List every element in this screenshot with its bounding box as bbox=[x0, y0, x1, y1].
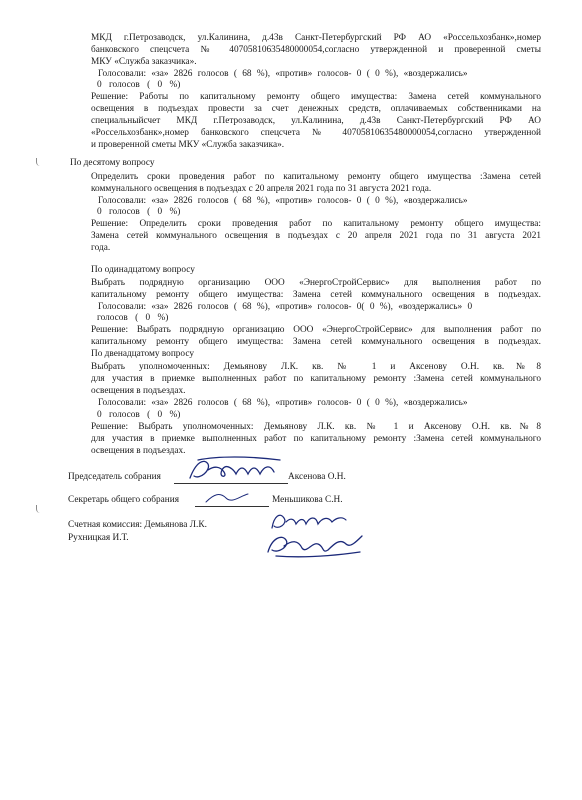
decision-line: Решение: Выбрать уполномоченных: Демьянову Л.К. кв. № 1 и Аксенову О.Н. кв.№8 bbox=[91, 422, 541, 432]
secretary-label: Секретарь общего собрания bbox=[68, 495, 179, 505]
punch-hole-mark bbox=[36, 158, 42, 166]
section-heading: По десятому вопросу bbox=[70, 158, 155, 168]
commission-label: Счетная комиссия: Демьянова Л.К. bbox=[68, 520, 207, 530]
vote-line: 0 голосов ( 0 %) bbox=[97, 207, 181, 217]
decision-line: «Россельхозбанк»,номер банковского спецсчета № 40705810635480000054,согласно утвержденной bbox=[91, 128, 541, 138]
vote-line: 0 голосов ( 0 %) bbox=[97, 80, 181, 90]
decision-line: освещения в подъездах. bbox=[91, 446, 186, 456]
vote-line: 0 голосов ( 0 %) bbox=[97, 410, 181, 420]
punch-hole-mark bbox=[36, 505, 42, 513]
chair-name: Аксенова О.Н. bbox=[288, 472, 346, 482]
paragraph-line: банковского спецсчета № 40705810635480000054,согласно утвержденной и проверенной сметы bbox=[91, 45, 541, 55]
decision-line: Решение: Определить сроки проведения работ по капитальному ремонту общего имущества: bbox=[91, 219, 541, 229]
paragraph-line: Выбрать уполномоченных: Демьянову Л.К. кв. № 1 и Аксенову О.Н. кв.№8 bbox=[91, 362, 541, 372]
paragraph-line: Определить сроки проведения работ по капитальному ремонту общего имущества :Замена сетей bbox=[91, 172, 541, 182]
vote-line: Голосовали: «за» 2826 голосов ( 68 %), «против» голосов- 0 ( 0 %), «воздержались» bbox=[98, 196, 468, 206]
paragraph-line: Выбрать подрядную организацию ООО «ЭнергоСтройСервис» для выполнения работ по bbox=[91, 278, 541, 288]
commission-signature-2 bbox=[262, 528, 372, 562]
chair-signature bbox=[178, 452, 288, 488]
section-heading: По двенадцатому вопросу bbox=[91, 349, 194, 359]
vote-line: Голосовали: «за» 2826 голосов ( 68 %), «против» голосов- 0( 0 %), «воздержались» 0 bbox=[98, 302, 473, 312]
decision-line: и проверенной сметы МКУ «Служба заказчика». bbox=[91, 140, 285, 150]
decision-line: года. bbox=[91, 243, 111, 253]
secretary-name: Меньшикова С.Н. bbox=[272, 495, 343, 505]
paragraph-line: МКД г.Петрозаводск, ул.Калинина, д.43в Санкт-Петербургский РФ АО «Россельхозбанк»,номер bbox=[91, 33, 541, 43]
secretary-signature bbox=[200, 486, 260, 508]
paragraph-line: капитальному ремонту общего имущества: Замена сетей коммунального освещения в подъездах. bbox=[91, 290, 541, 300]
decision-line: освещения в подъездах провести за счет денежных средств, оплачиваемых собственниками на bbox=[91, 104, 541, 114]
commission-member: Рухницкая И.Т. bbox=[68, 533, 129, 543]
decision-line: Замена сетей коммунального освещения в подъездах с 20 апреля 2021 года по 31 августа 2021 bbox=[91, 231, 541, 241]
section-heading: По одинадцатому вопросу bbox=[91, 265, 195, 275]
paragraph-line: МКУ «Служба заказчика». bbox=[91, 57, 197, 67]
paragraph-line: коммунального освещения в подъездах с 20 апреля 2021 года по 31 августа 2021 года. bbox=[91, 184, 432, 194]
decision-line: специальныйсчет МКД г.Петрозаводск, ул.Калинина, д.43в Санкт-Петербургский РФ АО bbox=[91, 116, 541, 126]
vote-line: голосов ( 0 %) bbox=[97, 313, 169, 323]
vote-line: Голосовали: «за» 2826 голосов ( 68 %), «против» голосов- 0 ( 0 %), «воздержались» bbox=[98, 69, 468, 79]
vote-line: Голосовали: «за» 2826 голосов ( 68 %), «против» голосов- 0 ( 0 %), «воздержались» bbox=[98, 398, 468, 408]
decision-line: Решение: Работы по капитальному ремонту общего имущества: Замена сетей коммунального bbox=[91, 92, 541, 102]
decision-line: для участия в приемке выполненных работ по капитальному ремонту :Замена сетей коммунального bbox=[91, 434, 541, 444]
chair-label: Председатель собрания bbox=[68, 472, 161, 482]
decision-line: Решение: Выбрать подрядную организацию ООО «ЭнергоСтройСервис» для выполнения работ по bbox=[91, 325, 541, 335]
paragraph-line: освещения в подъездах. bbox=[91, 386, 186, 396]
decision-line: капитальному ремонту общего имущества: Замена сетей коммунального освещения в подъездах. bbox=[91, 337, 541, 347]
paragraph-line: для участия в приемке выполненных работ по капитальному ремонту :Замена сетей коммунального bbox=[91, 374, 541, 384]
